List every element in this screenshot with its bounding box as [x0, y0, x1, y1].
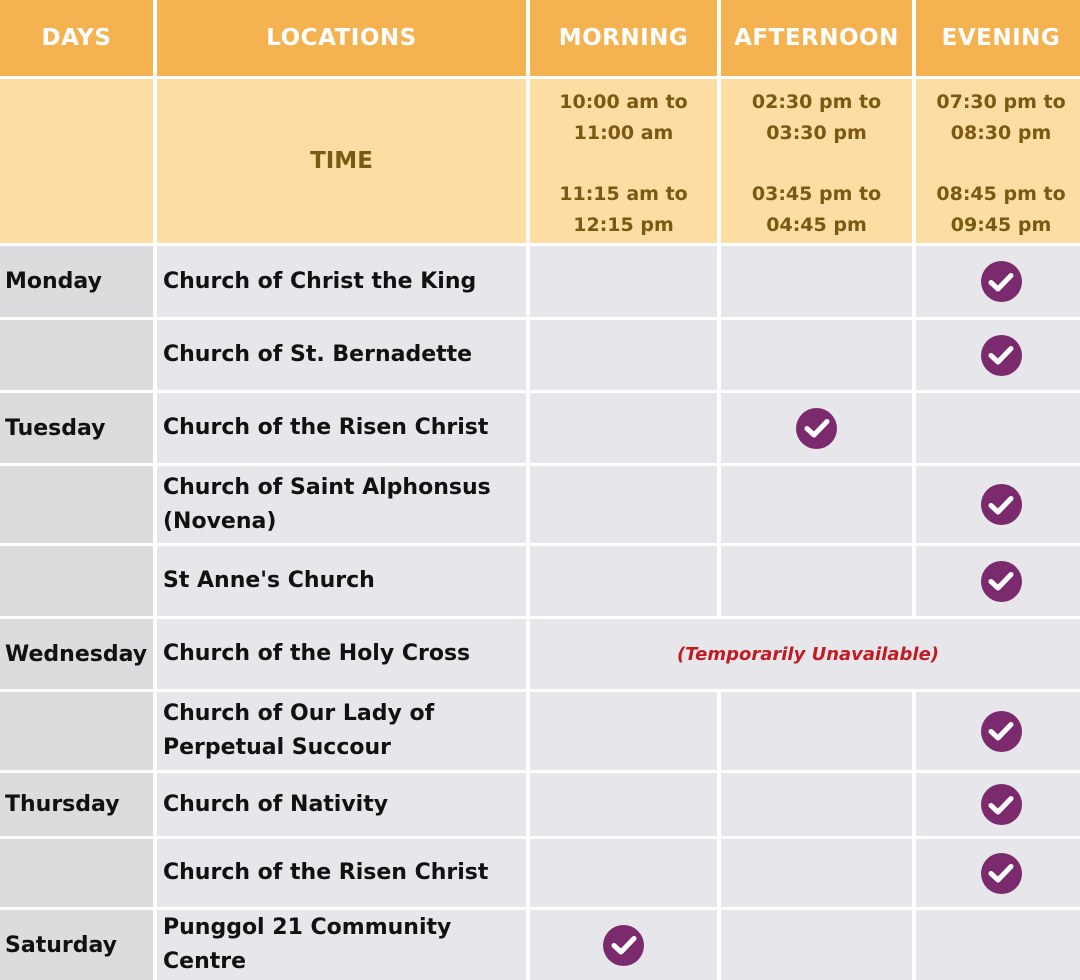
location-line: Punggol 21 Community Centre — [163, 915, 452, 974]
time-label: TIME — [157, 79, 526, 243]
time-line: 03:30 pm — [766, 122, 867, 144]
location-name — [163, 856, 488, 890]
location-line: Perpetual Succour — [163, 735, 392, 760]
location-line: St Anne's Church — [163, 568, 375, 593]
day-cell — [0, 320, 153, 390]
time-line: 02:30 pm to — [751, 91, 882, 113]
day-cell: Wednesday — [0, 619, 153, 689]
header-morning: MORNING — [530, 0, 717, 76]
slot-morning — [530, 910, 717, 980]
time-line: 09:45 pm — [950, 214, 1052, 236]
location-cell — [157, 839, 526, 907]
day-cell — [0, 466, 153, 543]
unavailable-note: (Temporarily Unavailable) — [530, 619, 1080, 689]
location-line: Church of the Risen Christ — [163, 415, 489, 440]
time-morning — [530, 79, 717, 243]
slot-evening — [916, 692, 1080, 770]
slot-morning — [530, 393, 717, 463]
location-line: Church of the Holy Cross — [163, 641, 471, 666]
slot-evening — [916, 466, 1080, 543]
slot-afternoon — [721, 910, 912, 980]
day-cell — [0, 546, 153, 616]
time-line: 07:30 pm to — [936, 91, 1066, 113]
check-circle-icon — [796, 408, 837, 449]
time-line: 04:45 pm — [766, 214, 867, 236]
header-afternoon: AFTERNOON — [721, 0, 912, 76]
time-afternoon — [721, 79, 912, 243]
time-line: 10:00 am to — [559, 91, 688, 113]
location-line: Church of Christ the King — [163, 268, 477, 294]
time-line: 12:15 pm — [573, 214, 674, 236]
location-name — [163, 338, 472, 372]
location-line: Church of St. Bernadette — [163, 342, 473, 367]
header-locations: LOCATIONS — [157, 0, 526, 76]
slot-afternoon — [721, 466, 912, 543]
slot-morning — [530, 320, 717, 390]
time-line: 03:45 pm to — [751, 183, 882, 205]
slot-evening — [916, 546, 1080, 616]
location-cell — [157, 246, 526, 317]
slot-afternoon — [721, 393, 912, 463]
location-cell — [157, 773, 526, 836]
slot-evening — [916, 839, 1080, 907]
location-name — [163, 911, 526, 979]
location-cell — [157, 546, 526, 616]
day-cell: Thursday — [0, 773, 153, 836]
header-evening: EVENING — [916, 0, 1080, 76]
slot-evening — [916, 773, 1080, 836]
slot-evening — [916, 910, 1080, 980]
slot-evening — [916, 393, 1080, 463]
check-circle-icon — [981, 484, 1022, 525]
day-cell — [0, 839, 153, 907]
location-line: (Novena) — [163, 508, 277, 534]
time-line: 08:30 pm — [950, 122, 1052, 144]
header-days: DAYS — [0, 0, 153, 76]
slot-morning — [530, 466, 717, 543]
time-line: 11:00 am — [573, 122, 674, 144]
time-row-days-blank — [0, 79, 153, 243]
location-name — [163, 471, 491, 539]
location-line: Church of Nativity — [163, 791, 389, 817]
location-line: Church of the Risen Christ — [163, 860, 489, 885]
day-cell: Saturday — [0, 910, 153, 980]
slot-morning — [530, 839, 717, 907]
location-name — [163, 265, 476, 299]
location-name — [163, 637, 470, 671]
location-cell — [157, 910, 526, 980]
location-name — [163, 788, 388, 822]
check-circle-icon — [981, 561, 1022, 602]
slot-afternoon — [721, 773, 912, 836]
day-cell — [0, 692, 153, 770]
location-name — [163, 411, 488, 445]
slot-morning — [530, 692, 717, 770]
slot-afternoon — [721, 546, 912, 616]
time-evening — [916, 79, 1080, 243]
slot-afternoon — [721, 320, 912, 390]
day-cell: Tuesday — [0, 393, 153, 463]
location-cell — [157, 393, 526, 463]
slot-evening — [916, 320, 1080, 390]
check-circle-icon — [981, 711, 1022, 752]
slot-afternoon — [721, 692, 912, 770]
slot-evening — [916, 246, 1080, 317]
location-name — [163, 697, 434, 765]
slot-afternoon — [721, 839, 912, 907]
time-line: 11:15 am to — [559, 183, 688, 205]
location-cell — [157, 692, 526, 770]
location-line: Church of Saint Alphonsus — [163, 474, 491, 500]
check-circle-icon — [603, 925, 644, 966]
slot-morning — [530, 773, 717, 836]
check-circle-icon — [981, 335, 1022, 376]
day-cell: Monday — [0, 246, 153, 317]
check-circle-icon — [981, 784, 1022, 825]
location-name — [163, 564, 375, 598]
slot-morning — [530, 246, 717, 317]
slot-morning — [530, 546, 717, 616]
slot-afternoon — [721, 246, 912, 317]
check-circle-icon — [981, 853, 1022, 894]
location-cell — [157, 466, 526, 543]
check-circle-icon — [981, 261, 1022, 302]
location-cell — [157, 320, 526, 390]
location-line: Church of Our Lady of — [163, 701, 435, 726]
location-cell — [157, 619, 526, 689]
time-line: 08:45 pm to — [936, 183, 1066, 205]
